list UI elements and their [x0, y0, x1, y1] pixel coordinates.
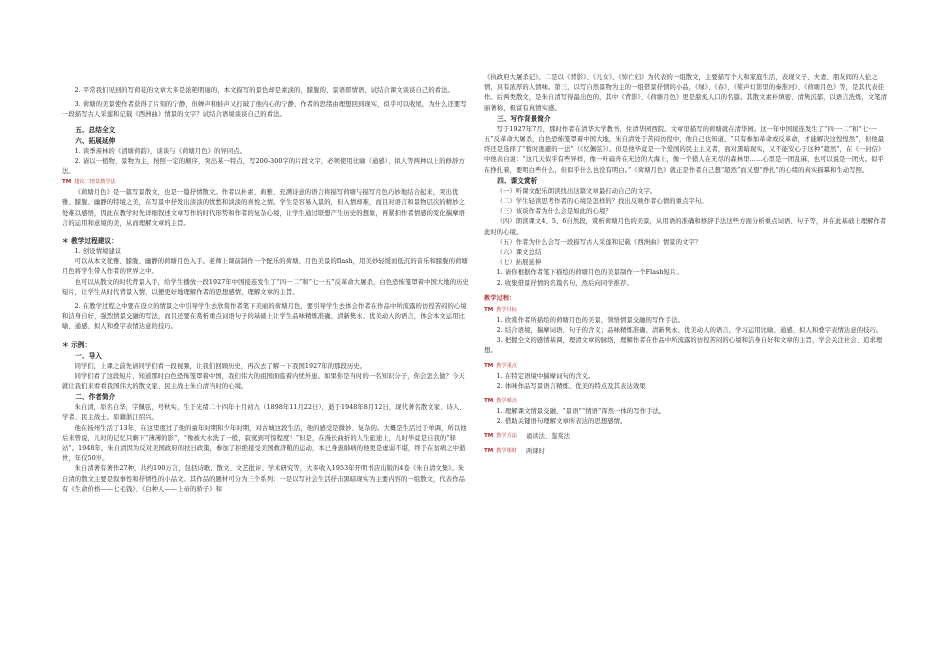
extension-2: 2. 请以一植物、景物为主，按照一定的顺序，突出某一特点，写200-300字的片段文字，必须使用比喻（通感）、拟人等两种以上的修辞方法。 [62, 157, 465, 176]
step-2: （二）学生轻读思考作者的心境是怎样的？找出反映作者心情的重点字句。 [496, 198, 708, 206]
suggestion-1-b: 也可以从散文的时代背景入手，给学生播放一段1927年中国接连发生了“四一二”和“七一五”反革命大屠杀，白色恐怖笼罩着中国大地的历史短片，让学生从时代背景入情，以便更好地理解作者的思想感情，理解文章的主旨。 [62, 278, 469, 296]
hours-tag [484, 446, 890, 457]
hours-value: 两课时 [526, 448, 545, 456]
appreciation-heading: 四、课文赏析 [497, 176, 538, 185]
heading-summary: 五、总结全文 [75, 125, 116, 134]
author-works-continued: 《执政府大屠杀记》。二是以《背影》、《儿女》、《悼亡妇》为代表的一组散文，主要描写个人和家庭生活，表现父子、夫妻、朋友间的人伦之情，具有浓厚的人情味。第三，以写自然景物为主的一组借景抒情的小品，《绿》、《春》、《桨声灯影里的秦淮河》、《荷塘月色》等，是其代表佳作。后两类散文，是朱自清写得最出色的，其中《背影》、《荷塘月色》更是脍炙人口的名篇。其散文素朴缜密、清隽沉郁，以语言洗炼，文笔清丽著称，极富有真情实感。 [484, 74, 888, 112]
step-3: （三）该谈作者为什么会是如此的心境？ [496, 208, 612, 216]
tm-icon: TM [484, 362, 494, 369]
background-text: 写于1927年7月，那时作者在清华大学教书，住清华园西院。文章里描写的荷塘就在清华园。这一年中国接连发生了“四·一二”和“七·一五”反革命大屠杀，白色恐怖笼罩着中国大地，朱自清处于苦闷彷徨中，他自己也知道，“只有参加革命或反革命，才能解决这惶惶然”，但他最终还是选择了“暂时逃避的一法”（《忆佩弦》）。但是他毕竟是一个爱国的民主主义者，面对黑暗现实，又不能安心于这种“超然”，在《一封信》中他表白说：“这几天似乎有些异样，像一叶扁舟在无边的大海上，像一个猎人在无尽的森林里……心里是一团乱麻，也可以说是一团火。似乎在挣扎着，要明白些什么，但似乎什么也没有明白。”《荷塘月色》就正是作者自己想“超然”而又想“挣扎”的心绪的真实描摹和生动写照。 [484, 125, 885, 174]
step-7-2: 2. 收集借景抒情的名篇名句，然后向同学推荐。 [496, 279, 633, 287]
tm-icon: TM [484, 433, 494, 440]
objectives-tag [484, 305, 890, 316]
question-3: 3. 荷塘的美景使作者获得了片刻的宁静，但蝉声和蛙声又打破了他内心的宁静，作者的思绪由理想回到现实，似乎可以收尾，为什么还要写一段描写古人采莲和记载《西洲曲》情景的文字？试结合语境谈谈自己的看法。 [62, 101, 467, 119]
question-2: 2. 平常我们见到的写荷花的文章大多是浓艳明丽的，本文描写的景色却是素淡的，朦胧的、景语即情语，试结合课文谈谈自己的看法。 [74, 87, 454, 94]
step-5: （五）作者为什么会写一段描写古人采莲和记载《西洲曲》情景的文字？ [496, 238, 702, 246]
difficulty-2: 2. 借助关键语句理解文章所表达的思想感情。 [496, 418, 627, 426]
difficulties-tag [484, 396, 890, 407]
step-6: （六）课文总结 [496, 249, 542, 257]
example-intro-text-2: 同学们看了这段短片，知道那时白色恐怖笼罩着中国，我们伟大的祖国面临着内忧外患。如果你是当时的一名知识分子，你会怎么做？今天就让我们来看看我国伟大的散文家、民主战士朱自清当时的心境。 [62, 372, 465, 391]
key-point-1: 1. 在特定语境中揣摩词句的含义。 [496, 372, 595, 380]
tm-icon: TM [484, 448, 494, 455]
objective-1: 1. 欣赏作者所描绘的荷塘月色的美景，领悟情景交融的写作手法。 [496, 316, 685, 324]
method-label: 教学方法 [496, 433, 517, 440]
intro-paragraph: 《荷塘月色》是一篇写景散文，也是一篇抒情散文。作者以朴素、典雅、充满诗意的语言将描写荷塘与描写月色巧妙地结合起来，突出优雅、朦胧、幽静的特境之美，在写景中抒发出淡淡的忧愁和淡淡的喜悦之情。学生是容易入景的，但入情却难，而且对语言和景物层次的精妙之处难以感悟，因此在教学时先详细叙述文章写作的时代形势和作者的复杂心境，让学生通过联想产生历史的想象，再紧扣作者情感的变化揣摩语言的运用和意境的美，从而理解文章的主旨。 [62, 189, 466, 227]
method-value: 诵读法、鉴赏法 [526, 433, 571, 441]
objective-2: 2. 结合语境，揣摩词语、句子的含义；品味精炼准确、清新隽永、优美动人的语言，学习运用比喻、通感、拟人和叠字表情达意的技巧。 [496, 327, 883, 335]
objectives-label: 教学目标 [496, 306, 517, 313]
key-point-2: 2. 体味作品写景语言精炼、优美的特点及其表达效果 [496, 382, 646, 390]
key-points-tag [484, 361, 890, 372]
extension-1: 1. 读季羡林的《清塘荷韵》，谈谈与《荷塘月色》的异同点。 [74, 147, 247, 155]
section-tag [62, 177, 470, 188]
difficulty-1: 1. 理解课文情景交融、“景语”“情语”浑然一体的写作手法。 [496, 408, 666, 416]
author-bio-3: 朱自清著有著作27种，共约190万言，包括诗歌、散文、文艺批评、学术研究等，大多收入1953年开明书店出版的4卷《朱自清文集》。朱自清的散文主要是叙事性和抒情性的小品文。其作品的题材可分为三个系列：一是以写社会生活抒击黑暗现实为主要内容的一组散文，代表作品有《生命价格——七毛钱》、《白种人——上帝的骄子》和 [62, 465, 466, 493]
heading-extension: 六、拓展延伸 [75, 136, 116, 145]
left-column [62, 0, 470, 672]
author-bio-2: 他在扬州生活了13年，在这里度过了他的童年时期和少年时期，对古城这段生活，他的感受是微妙、复杂的。大概是生活过于单调，所以他后来曾说，儿时的记忆只剩下“薄薄的影”，“像被大水洗了一般，寂寞到可惊程度！”但是，在漫长曲折的人生旅途上，儿时毕竟是自我的“驿站”。1948年，朱自清因为反对美国政府的扶日政策，参加了拒绝接受美国救济粮的运动，本已身患肺病的他更是虚弱不堪，终于在贫病之中逝世，年仅50岁。 [62, 424, 467, 463]
example-intro-heading: 一、导入 [75, 351, 102, 360]
step-7-1: 1. 请你根据作者笔下描绘的荷塘月色的美景制作一个Flash短片。 [496, 269, 683, 277]
step-7: （七）拓展延伸 [496, 259, 542, 267]
tm-icon: TM [62, 179, 72, 186]
example-intro-text: 同学们，上课之前先请同学们看一段视频，让我们回顾历史，再次去了解一下我国1927年的那段历史。 [74, 362, 367, 370]
background-heading: 三、写作背景简介 [497, 114, 551, 123]
author-heading: 二、作者简介 [75, 393, 116, 402]
right-column [484, 0, 890, 672]
difficulties-label: 教学难点 [496, 398, 517, 405]
step-1: （一）听课文配乐朗读找出这篇文章最打动自己的文字。 [496, 187, 657, 195]
suggestion-1-a: 可以从本文优雅、朦胧、幽静的荷塘月色入手。老师上课前制作一个配乐的荷塘、月色美景的flash，用美妙轻缓而低沉的音乐和朦胧的荷塘月色将学生带入作者的世界之中。 [62, 258, 468, 276]
step-4: （四）朗读课文4、5、6自然段，赏析荷塘月色的美景，从用语的准确和修辞手法这些方面分析重点词语、句子等，并在此基础上理解作者此时的心境。 [484, 218, 887, 236]
tm-icon: TM [484, 398, 494, 405]
suggestion-2: 2. 在教学过程之中要在设立的情景之中引导学生去欣赏作者笔下美丽的荷塘月色，要引导学生去体会作者在作品中所流露的彷徨苦闷的心境和洁身自好，强烈情景交融的写法，而且还要在赏析重点词语句子的基础上让学生品味精炼准确、清新隽永、优美动人的语言，体会本文运用比喻、通感、拟人和叠字表情达意的技巧。 [62, 303, 467, 331]
author-bio-1: 朱自清，原名自华，字佩弦，号秋实，生于光绪二十四年十月初九（1898年11月22日），逝于1948年8月12日，现代著名散文家、诗人、学者、民主战士。原籍浙江绍兴。 [62, 404, 466, 422]
key-points-label: 教学重点 [496, 362, 517, 369]
hours-label: 教学课时 [496, 448, 517, 455]
suggestion-heading: ＊ 教学过程建议： [62, 237, 118, 246]
tag-label: 建议二情景教学法 [74, 179, 116, 186]
method-tag [484, 431, 890, 442]
objective-3: 3. 把握全文的感情基调，理清文章的脉络，理解作者在作品中所流露的彷徨苦闷的心境和洁身自好和文章的主旨，学会关注社会、追求理想。 [484, 337, 883, 355]
example-heading: ＊ 示例： [62, 340, 92, 349]
suggestion-1-title: 1. 创设情境建议 [74, 248, 122, 256]
tm-icon: TM [484, 306, 494, 313]
teaching-process-heading: 教学过程： [484, 294, 516, 302]
